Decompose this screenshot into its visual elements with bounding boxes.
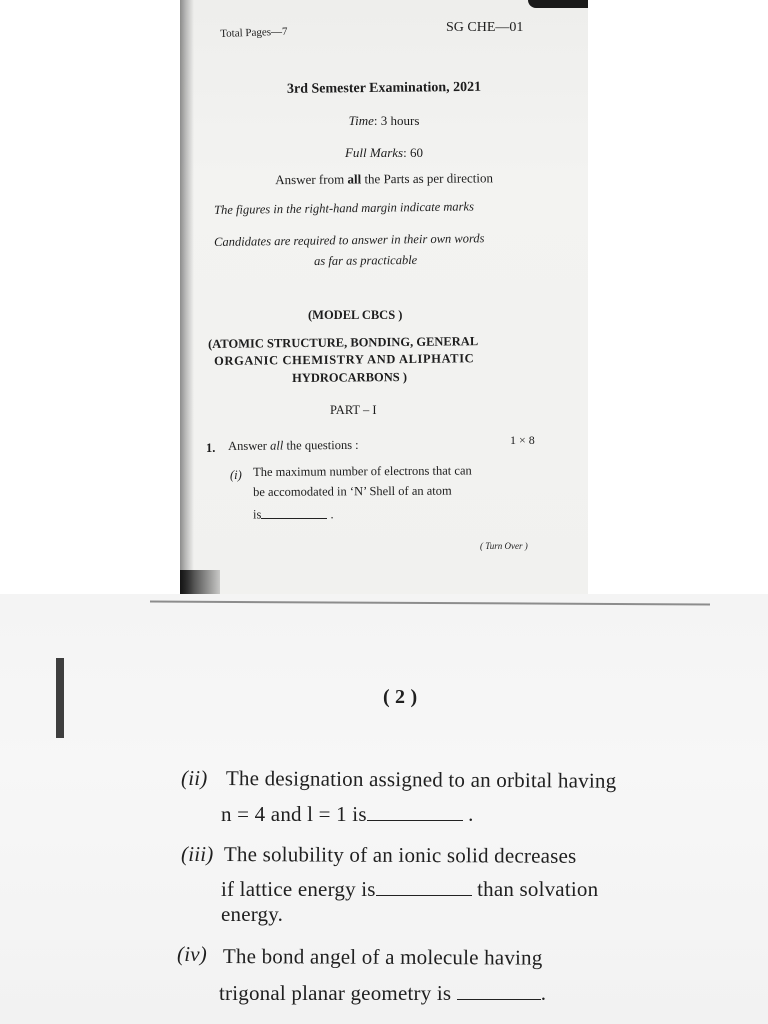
question-1-number: 1. bbox=[206, 441, 216, 455]
full-marks bbox=[180, 145, 588, 161]
question-paper-page-1 bbox=[180, 0, 588, 594]
question-i-line1: The maximum number of electrons that can bbox=[253, 463, 472, 479]
q-iv-end: . bbox=[540, 981, 547, 1005]
marks-value: : 60 bbox=[403, 145, 423, 160]
exam-title: 3rd Semester Examination, 2021 bbox=[286, 79, 482, 97]
question-iii-number: (iii) bbox=[181, 842, 214, 866]
question-iv-number: (iv) bbox=[177, 942, 207, 966]
q-iii-text-end: than solvation bbox=[471, 877, 599, 901]
time-label: Time bbox=[348, 113, 374, 128]
question-i-number: (i) bbox=[230, 468, 242, 482]
question-ii-line1: The designation assigned to an orbital having bbox=[225, 766, 617, 793]
answer-blank bbox=[376, 874, 472, 896]
subject-line2: ORGANIC CHEMISTRY AND ALIPHATIC bbox=[214, 351, 475, 368]
question-iii-line2 bbox=[221, 874, 598, 902]
question-paper-page-2 bbox=[0, 594, 768, 1024]
answer-blank bbox=[261, 505, 327, 519]
answer-blank bbox=[457, 978, 541, 1000]
own-words-note-line2: as far as practicable bbox=[314, 252, 418, 268]
exam-time bbox=[180, 113, 588, 129]
total-pages: Total Pages—7 bbox=[220, 25, 288, 40]
question-ii-number: (ii) bbox=[181, 766, 208, 790]
answer-instruction bbox=[180, 169, 588, 189]
page-left-edge bbox=[56, 658, 64, 738]
subject-line3: HYDROCARBONS ) bbox=[292, 369, 408, 385]
question-i-line2: be accomodated in ‘N’ Shell of an atom bbox=[253, 483, 452, 499]
page-number: ( 2 ) bbox=[383, 686, 418, 708]
part-heading: PART – I bbox=[330, 403, 377, 417]
question-1-marks: 1 × 8 bbox=[510, 433, 535, 447]
q-iv-text: trigonal planar geometry is bbox=[219, 981, 452, 1005]
question-1-instruction bbox=[228, 438, 359, 454]
q1-text-end: the questions : bbox=[283, 437, 359, 453]
answer-blank bbox=[367, 799, 463, 821]
q-ii-text: n = 4 and l = 1 is bbox=[221, 802, 367, 826]
question-ii-line2 bbox=[221, 799, 474, 827]
q-ii-end: . bbox=[462, 802, 474, 826]
paper-code: SG CHE—01 bbox=[446, 20, 524, 35]
marks-label: Full Marks bbox=[344, 145, 404, 160]
time-value: : 3 hours bbox=[373, 113, 420, 128]
instruction-text-end: the Parts as per direction bbox=[361, 170, 493, 187]
page-top-edge bbox=[150, 601, 710, 606]
turn-over-note: ( Turn Over ) bbox=[480, 541, 528, 551]
q1-text: Answer bbox=[228, 438, 271, 453]
question-iii-line3: energy. bbox=[221, 902, 284, 926]
q-i-text: is bbox=[253, 507, 262, 522]
margin-marks-note: The figures in the right-hand margin indicate marks bbox=[214, 199, 474, 217]
q-iii-text: if lattice energy is bbox=[221, 877, 376, 901]
q-i-end: . bbox=[327, 507, 334, 522]
page-corner-shadow bbox=[528, 0, 588, 8]
subject-line1: (ATOMIC STRUCTURE, BONDING, GENERAL bbox=[208, 334, 479, 351]
instruction-text: Answer from bbox=[275, 171, 348, 188]
question-iv-line2 bbox=[219, 978, 546, 1006]
question-i-line3 bbox=[253, 505, 334, 523]
question-iv-line1: The bond angel of a molecule having bbox=[222, 944, 543, 970]
question-iii-line1: The solubility of an ionic solid decreases bbox=[223, 842, 577, 868]
model-heading: (MODEL CBCS ) bbox=[308, 308, 403, 322]
q1-italic: all bbox=[270, 438, 284, 453]
page-bottom-shadow bbox=[180, 570, 220, 594]
instruction-bold: all bbox=[347, 171, 362, 187]
own-words-note-line1: Candidates are required to answer in their own words bbox=[214, 231, 485, 249]
